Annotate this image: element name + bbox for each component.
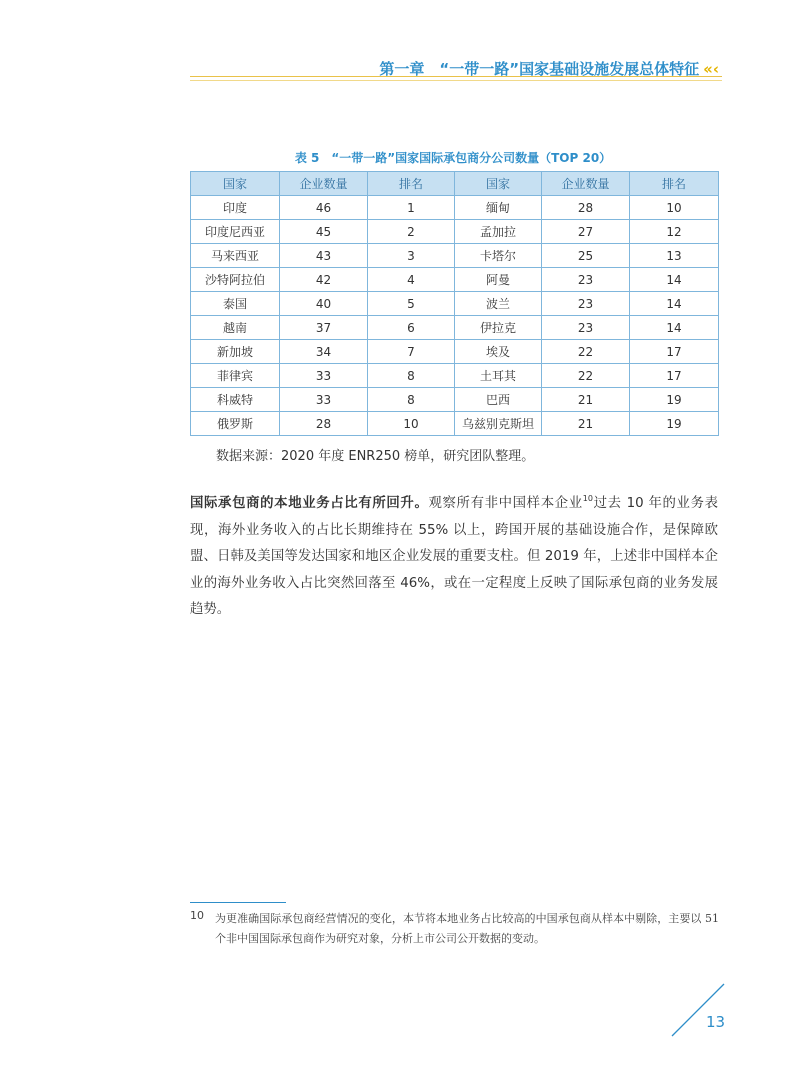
cell-rank: 10: [630, 196, 719, 220]
cell-rank: 12: [630, 220, 719, 244]
cell-company-count: 37: [280, 316, 368, 340]
cell-country: 伊拉克: [455, 316, 542, 340]
cell-company-count: 27: [542, 220, 630, 244]
cell-company-count: 21: [542, 388, 630, 412]
cell-country: 埃及: [455, 340, 542, 364]
cell-country: 科威特: [191, 388, 280, 412]
paragraph-text: 观察所有非中国样本企业: [428, 496, 583, 511]
cell-company-count: 43: [280, 244, 368, 268]
column-header-country: 国家: [191, 172, 280, 196]
chapter-title: 第一章 “一带一路”国家基础设施发展总体特征 «‹: [379, 60, 719, 78]
cell-country: 菲律宾: [191, 364, 280, 388]
cell-company-count: 45: [280, 220, 368, 244]
cell-company-count: 21: [542, 412, 630, 436]
cell-country: 乌兹别克斯坦: [455, 412, 542, 436]
cell-country: 印度: [191, 196, 280, 220]
cell-country: 越南: [191, 316, 280, 340]
table-source-note: 数据来源：2020 年度 ENR250 榜单，研究团队整理。: [216, 449, 535, 464]
column-header-count: 企业数量: [542, 172, 630, 196]
page-number: 13: [706, 1013, 726, 1031]
cell-rank: 5: [368, 292, 455, 316]
cell-company-count: 33: [280, 364, 368, 388]
cell-country: 俄罗斯: [191, 412, 280, 436]
cell-country: 土耳其: [455, 364, 542, 388]
cell-country: 波兰: [455, 292, 542, 316]
cell-company-count: 42: [280, 268, 368, 292]
cell-rank: 19: [630, 412, 719, 436]
cell-rank: 8: [368, 364, 455, 388]
chevron-decoration-icon: «‹: [703, 60, 719, 78]
cell-country: 卡塔尔: [455, 244, 542, 268]
cell-company-count: 25: [542, 244, 630, 268]
table-caption: 表 5 “一带一路”国家国际承包商分公司数量（TOP 20）: [294, 151, 612, 165]
cell-company-count: 40: [280, 292, 368, 316]
cell-rank: 14: [630, 292, 719, 316]
cell-country: 沙特阿拉伯: [191, 268, 280, 292]
footnote-number: 10: [190, 909, 204, 922]
column-header-count: 企业数量: [280, 172, 368, 196]
footnote-reference[interactable]: 10: [582, 494, 593, 503]
cell-rank: 2: [368, 220, 455, 244]
cell-company-count: 46: [280, 196, 368, 220]
cell-rank: 6: [368, 316, 455, 340]
cell-company-count: 33: [280, 388, 368, 412]
paragraph-lead: 国际承包商的本地业务占比有所回升。: [190, 496, 429, 511]
cell-rank: 19: [630, 388, 719, 412]
cell-country: 新加坡: [191, 340, 280, 364]
cell-rank: 3: [368, 244, 455, 268]
cell-country: 巴西: [455, 388, 542, 412]
cell-company-count: 22: [542, 340, 630, 364]
cell-company-count: 22: [542, 364, 630, 388]
cell-country: 孟加拉: [455, 220, 542, 244]
cell-rank: 14: [630, 316, 719, 340]
cell-country: 阿曼: [455, 268, 542, 292]
cell-rank: 17: [630, 340, 719, 364]
cell-rank: 13: [630, 244, 719, 268]
cell-rank: 1: [368, 196, 455, 220]
cell-company-count: 28: [542, 196, 630, 220]
paragraph-text-continued: 过去 10 年的业务表现，海外业务收入的占比长期维持在 55% 以上，跨国开展的基础设施合作，是保障欧盟、日韩及美国等发达国家和地区企业发展的重要支柱。但 2019 年，上述非中国样本企业的海外业务收入占比突然回落至 46%，或在一定程度上反映了国际承包商的业务发展趋势。: [190, 496, 719, 617]
cell-country: 缅甸: [455, 196, 542, 220]
cell-rank: 17: [630, 364, 719, 388]
footnote-text: 为更准确国际承包商经营情况的变化，本节将本地业务占比较高的中国承包商从样本中剔除，主要以 51 个非中国国际承包商作为研究对象，分析上市公司公开数据的变动。: [215, 912, 719, 945]
cell-company-count: 28: [280, 412, 368, 436]
cell-rank: 8: [368, 388, 455, 412]
cell-rank: 7: [368, 340, 455, 364]
cell-country: 泰国: [191, 292, 280, 316]
column-header-rank: 排名: [368, 172, 455, 196]
cell-company-count: 23: [542, 268, 630, 292]
cell-rank: 4: [368, 268, 455, 292]
cell-country: 印度尼西亚: [191, 220, 280, 244]
column-header-rank: 排名: [630, 172, 719, 196]
cell-company-count: 34: [280, 340, 368, 364]
cell-company-count: 23: [542, 316, 630, 340]
column-header-country: 国家: [455, 172, 542, 196]
cell-company-count: 23: [542, 292, 630, 316]
cell-country: 马来西亚: [191, 244, 280, 268]
cell-rank: 14: [630, 268, 719, 292]
cell-rank: 10: [368, 412, 455, 436]
